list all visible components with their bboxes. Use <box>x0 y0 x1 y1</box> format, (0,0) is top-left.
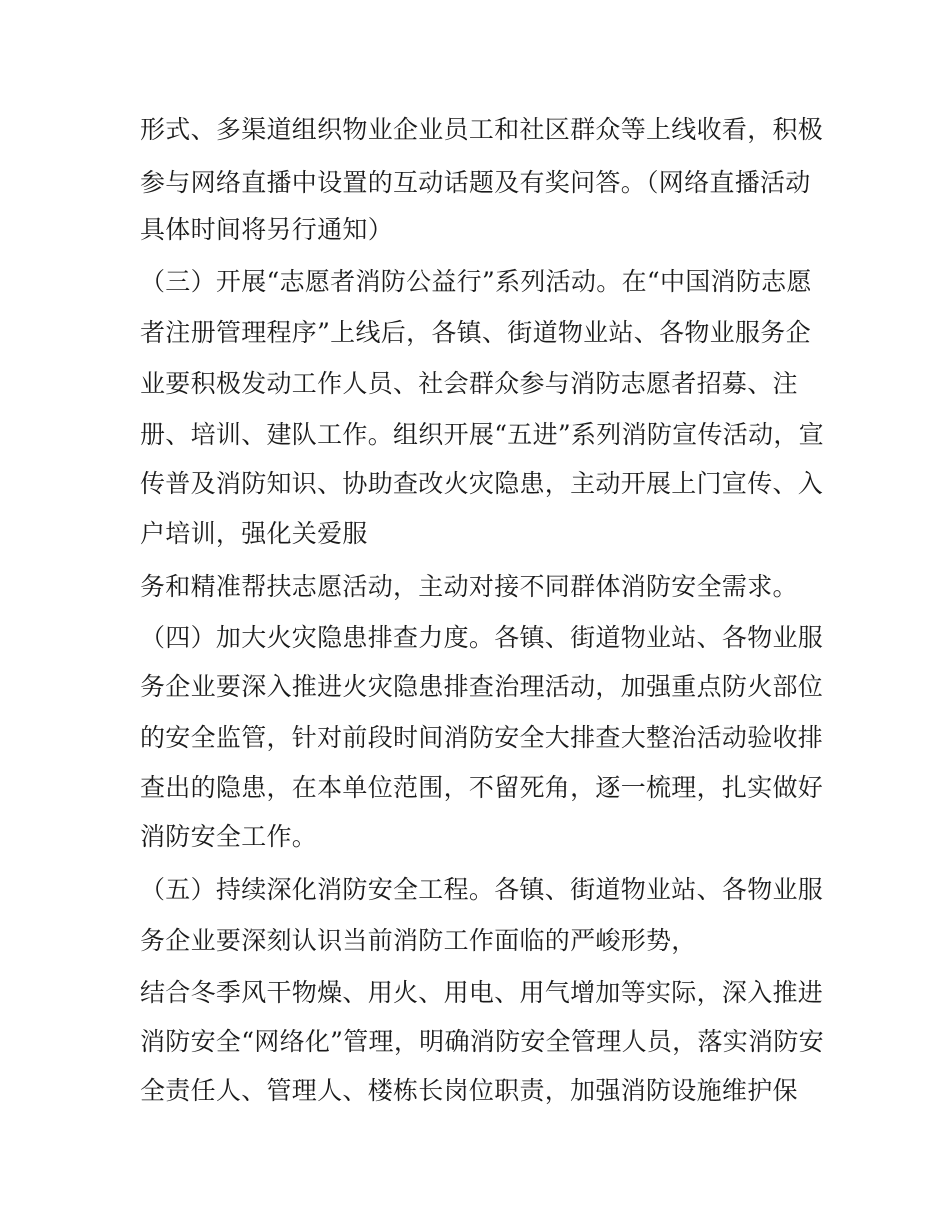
text-line: （四）加大火灾隐患排查力度。各镇、街道物业站、各物业服 <box>140 623 824 652</box>
text-line: 的安全监管，针对前段时间消防安全大排查大整治活动验收排 <box>140 723 824 752</box>
text-line: 务和精准帮扶志愿活动，主动对接不同群体消防安全需求。 <box>140 572 798 601</box>
text-line: 参与网络直播中设置的互动话题及有奖问答。（网络直播活动 <box>140 168 811 197</box>
text-line: 传普及消防知识、协助查改火灾隐患，主动开展上门宣传、入 <box>140 469 824 498</box>
text-line: 务企业要深刻认识当前消防工作面临的严峻形势， <box>140 926 697 955</box>
text-line: 具体时间将另行通知） <box>140 215 394 244</box>
text-line: 户培训，强化关爱服 <box>140 519 368 548</box>
text-line: 业要积极发动工作人员、社会群众参与消防志愿者招募、注 <box>140 369 798 398</box>
text-line: 全责任人、管理人、楼栋长岗位职责，加强消防设施维护保 <box>140 1076 798 1105</box>
text-line: 形式、多渠道组织物业企业员工和社区群众等上线收看，积极 <box>140 115 824 144</box>
text-line: （三）开展“志愿者消防公益行”系列活动。在“中国消防志愿 <box>140 267 812 296</box>
text-line: 结合冬季风干物燥、用火、用电、用气增加等实际，深入推进 <box>140 978 824 1007</box>
text-line: 者注册管理程序”上线后，各镇、街道物业站、各物业服务企 <box>140 318 811 347</box>
text-line: 册、培训、建队工作。组织开展“五进”系列消防宣传活动，宣 <box>140 420 824 449</box>
text-line: 务企业要深入推进火灾隐患排查治理活动，加强重点防火部位 <box>140 672 824 701</box>
text-line: （五）持续深化消防安全工程。各镇、街道物业站、各物业服 <box>140 875 824 904</box>
text-line: 消防安全“网络化”管理，明确消防安全管理人员，落实消防安 <box>140 1027 824 1056</box>
text-line: 消防安全工作。 <box>140 822 318 851</box>
text-line: 查出的隐患，在本单位范围，不留死角，逐一梳理，扎实做好 <box>140 773 824 802</box>
